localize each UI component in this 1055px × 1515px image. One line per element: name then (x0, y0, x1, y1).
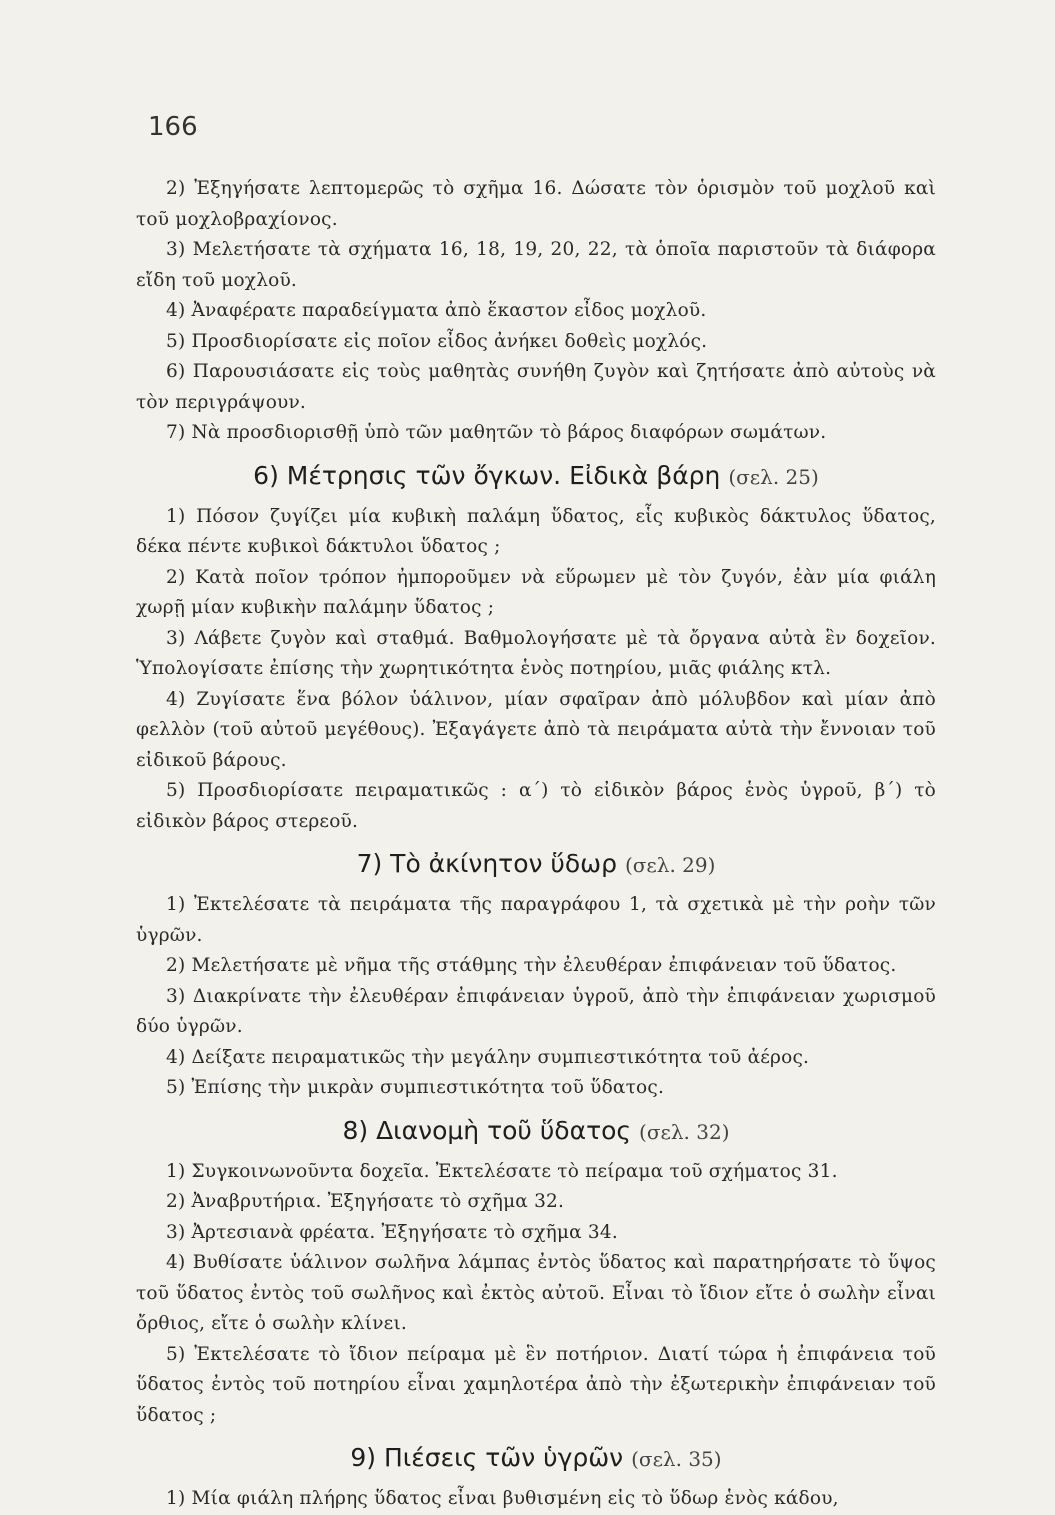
exercise-item: 2) Κατὰ ποῖον τρόπον ἠμποροῦμεν νὰ εὕρωμεν μὲ τὸν ζυγόν, ἐὰν μία φιάλη χωρῇ μίαν κυβικὴν παλάμην ὕδατος ; (136, 566, 936, 618)
page-body (136, 174, 936, 1515)
exercise-item: 3) Διακρίνατε τὴν ἐλευθέραν ἐπιφάνειαν ὑγροῦ, ἀπὸ τὴν ἐπιφάνειαν χωρισμοῦ δύο ὑγρῶν. (136, 985, 936, 1037)
exercise-item: 6) Παρουσιάσατε εἰς τοὺς μαθητὰς συνήθη ζυγὸν καὶ ζητήσατε ἀπὸ αὐτοὺς νὰ τὸν περιγράψουν. (136, 361, 936, 413)
section-title: 7) Τὸ ἀκίνητον ὕδωρ (356, 849, 617, 878)
exercise-item: 2) Μελετήσατε μὲ νῆμα τῆς στάθμης τὴν ἐλευθέραν ἐπιφάνειαν τοῦ ὕδατος. (166, 955, 897, 976)
exercise-item: 3) Ἀρτεσιανὰ φρέατα. Ἐξηγήσατε τὸ σχῆμα 34. (166, 1221, 618, 1243)
exercise-item: 1) Μία φιάλη πλήρης ὕδατος εἶναι βυθισμένη εἰς τὸ ὕδωρ ἑνὸς κάδου, (166, 1488, 839, 1509)
exercise-item: 5) Ἐκτελέσατε τὸ ἴδιον πείραμα μὲ ἓν ποτήριον. Διατί τώρα ἡ ἐπιφάνεια τοῦ ὕδατος ἐντὸς τοῦ ποτηρίου εἶναι χαμηλοτέρα ἀπὸ τὴν ἐξωτερικὴν ἐπιφάνειαν τοῦ ὕδατος ; (136, 1343, 936, 1426)
section-title: 9) Πιέσεις τῶν ὑγρῶν (350, 1443, 624, 1472)
exercise-item: 5) Ἐπίσης τὴν μικρὰν συμπιεστικότητα τοῦ ὕδατος. (166, 1077, 665, 1098)
exercise-item: 4) Βυθίσατε ὑάλινον σωλῆνα λάμπας ἐντὸς ὕδατος καὶ παρατηρήσατε τὸ ὕψος τοῦ ὕδατος ἐντὸς τοῦ σωλῆνος καὶ ἐκτὸς αὐτοῦ. Εἶναι τὸ ἴδιον εἴτε ὁ σωλὴν εἶναι ὄρθιος, εἴτε ὁ σωλὴν κλίνει. (136, 1252, 936, 1334)
section-heading (136, 459, 936, 494)
exercise-item: 4) Ἀναφέρατε παραδείγματα ἀπὸ ἕκαστον εἶδος μοχλοῦ. (166, 300, 707, 321)
section-title: 8) Διανομὴ τοῦ ὕδατος (342, 1115, 632, 1145)
section-title: 6) Μέτρησις τῶν ὄγκων. Εἰδικὰ βάρη (253, 460, 721, 490)
section-heading (136, 1441, 936, 1476)
section-heading (136, 847, 936, 882)
exercise-item: 7) Νὰ προσδιορισθῇ ὑπὸ τῶν μαθητῶν τὸ βάρος διαφόρων σωμάτων. (166, 422, 827, 443)
exercise-item: 2) Ἐξηγήσατε λεπτομερῶς τὸ σχῆμα 16. Δώσατε τὸν ὁρισμὸν τοῦ μοχλοῦ καὶ τοῦ μοχλοβραχίονος. (136, 178, 936, 230)
section-page-reference: (σελ. 25) (728, 464, 819, 489)
section-heading (136, 1114, 936, 1149)
exercise-item: 1) Συγκοινωνοῦντα δοχεῖα. Ἐκτελέσατε τὸ πείραμα τοῦ σχήματος 31. (166, 1160, 838, 1182)
exercise-item: 4) Ζυγίσατε ἕνα βόλον ὑάλινον, μίαν σφαῖραν ἀπὸ μόλυβδον καὶ μίαν ἀπὸ φελλὸν (τοῦ αὐτοῦ μεγέθους). Ἐξαγάγετε ἀπὸ τὰ πειράματα αὐτὰ τὴν ἔννοιαν τοῦ εἰδικοῦ βάρους. (136, 688, 936, 771)
exercise-item: 5) Προσδιορίσατε πειραματικῶς : α΄) τὸ εἰδικὸν βάρος ἑνὸς ὑγροῦ, β΄) τὸ εἰδικὸν βάρος στερεοῦ. (136, 780, 936, 832)
section-page-reference: (σελ. 35) (631, 1447, 722, 1471)
section-page-reference: (σελ. 29) (624, 853, 716, 877)
section-page-reference: (σελ. 32) (639, 1119, 730, 1144)
page-number: 166 (148, 112, 198, 142)
exercise-item: 1) Ἐκτελέσατε τὰ πειράματα τῆς παραγράφου 1, τὰ σχετικὰ μὲ τὴν ροὴν τῶν ὑγρῶν. (136, 894, 936, 946)
exercise-item: 4) Δείξατε πειραματικῶς τὴν μεγάλην συμπιεστικότητα τοῦ ἀέρος. (166, 1046, 810, 1068)
exercise-item: 3) Μελετήσατε τὰ σχήματα 16, 18, 19, 20, 22, τὰ ὁποῖα παριστοῦν τὰ διάφορα εἴδη τοῦ μοχλοῦ. (136, 239, 936, 291)
exercise-item: 5) Προσδιορίσατε εἰς ποῖον εἶδος ἀνήκει δοθεὶς μοχλός. (166, 330, 708, 352)
exercise-item: 2) Ἀναβρυτήρια. Ἐξηγήσατε τὸ σχῆμα 32. (166, 1191, 565, 1212)
exercise-item: 1) Πόσον ζυγίζει μία κυβικὴ παλάμη ὕδατος, εἷς κυβικὸς δάκτυλος ὕδατος, δέκα πέντε κυβικοὶ δάκτυλοι ὕδατος ; (136, 505, 936, 557)
exercise-item: 3) Λάβετε ζυγὸν καὶ σταθμά. Βαθμολογήσατε μὲ τὰ ὄργανα αὐτὰ ἓν δοχεῖον. Ὑπολογίσατε ἐπίσης τὴν χωρητικότητα ἑνὸς ποτηρίου, μιᾶς φιάλης κτλ. (136, 627, 936, 679)
